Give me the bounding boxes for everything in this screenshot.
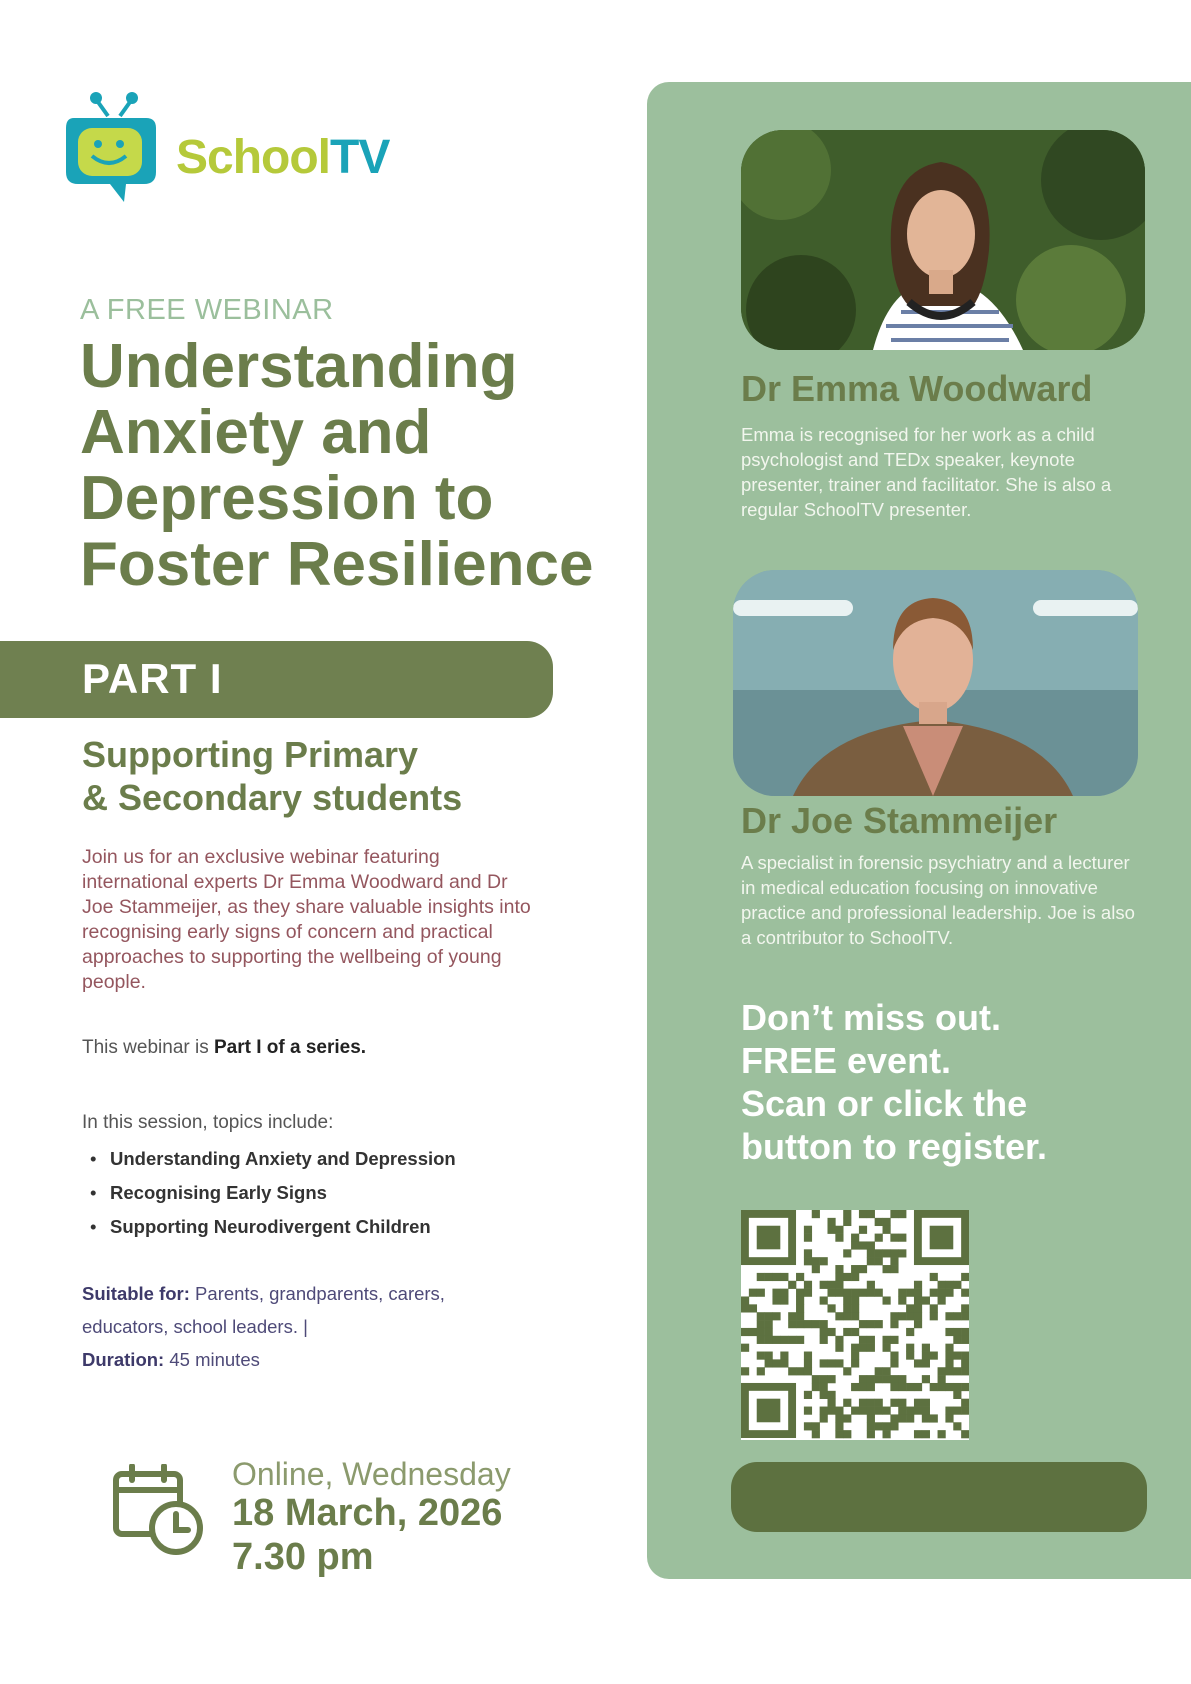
cta-line: button to register. (741, 1126, 1047, 1167)
topic-label: Recognising Early Signs (110, 1182, 327, 1203)
topic-label: Supporting Neurodivergent Children (110, 1216, 431, 1237)
list-item (90, 1176, 456, 1210)
series-bold: Part I of a series. (214, 1037, 367, 1058)
speaker-panel (647, 82, 1191, 1579)
speaker-name: Dr Emma Woodward (741, 368, 1093, 409)
part-banner (0, 641, 553, 718)
logo-wordmark (176, 130, 389, 185)
schooltv-logo-icon (64, 88, 164, 216)
speaker-name: Dr Joe Stammeijer (741, 800, 1058, 841)
subtitle-line: & Secondary students (82, 777, 463, 818)
call-to-action (741, 996, 1161, 1168)
title-line: Anxiety and (80, 398, 432, 467)
registration-qr-code[interactable] (741, 1210, 969, 1440)
list-item (90, 1210, 456, 1244)
intro-paragraph: Join us for an exclusive webinar featuring international experts Dr Emma Woodward and Dr Joe Stammeijer, as they share valuable insights into recognising early signs of concern and practical approaches to supporting the wellbeing of young people. (82, 846, 531, 993)
qr-code-icon (741, 1210, 969, 1440)
subtitle-line: Supporting Primary (82, 734, 419, 775)
calendar-clock-icon (112, 1464, 204, 1556)
event-time: 7.30 pm (232, 1536, 374, 1578)
register-button[interactable] (731, 1462, 1147, 1532)
cta-line: Don’t miss out. (741, 997, 1001, 1038)
speaker-photo-joe (733, 570, 1138, 796)
bullet-icon: • (90, 1182, 97, 1203)
schooltv-logo (64, 88, 424, 218)
logo-word-school: School (176, 131, 331, 184)
portrait-joe-image (733, 570, 1138, 796)
title-line: Understanding (80, 332, 518, 401)
series-prefix: This webinar is (82, 1037, 214, 1058)
audience-meta (82, 1277, 502, 1376)
speaker-bio: Emma is recognised for her work as a child psychologist and TEDx speaker, keynote presenter, trainer and facilitator. She is also a regular SchoolTV presenter. (741, 424, 1112, 520)
portrait-emma-image (741, 130, 1145, 350)
series-note (82, 1037, 366, 1059)
bullet-icon: • (90, 1148, 97, 1169)
kicker-label: A FREE WEBINAR (80, 294, 334, 326)
cta-line: FREE event. (741, 1040, 952, 1081)
list-item (90, 1142, 456, 1176)
logo-word-tv: TV (330, 131, 390, 184)
event-date: 18 March, 2026 (232, 1492, 503, 1534)
suitable-text: Parents, grandparents, carers, educators, school leaders. | (82, 1283, 445, 1337)
bullet-icon: • (90, 1216, 97, 1237)
title-line: Foster Resilience (80, 530, 594, 599)
topics-lead: In this session, topics include: (82, 1112, 334, 1133)
cta-line: Scan or click the (741, 1083, 1028, 1124)
speaker-photo-emma (741, 130, 1145, 350)
event-location-day: Online, Wednesday (232, 1456, 511, 1492)
subtitle (82, 733, 562, 819)
topic-label: Understanding Anxiety and Depression (110, 1148, 456, 1169)
duration-label: Duration: (82, 1349, 165, 1370)
speaker-bio: A specialist in forensic psychiatry and a lecturer in medical education focusing on innovative practice and professional leadership. Joe is also a contributor to SchoolTV. (741, 852, 1135, 948)
page-title (80, 334, 640, 598)
duration-text: 45 minutes (164, 1349, 260, 1370)
title-line: Depression to (80, 464, 494, 533)
topics-list (90, 1142, 456, 1244)
suitable-label: Suitable for: (82, 1283, 190, 1304)
part-label: PART I (82, 655, 223, 702)
